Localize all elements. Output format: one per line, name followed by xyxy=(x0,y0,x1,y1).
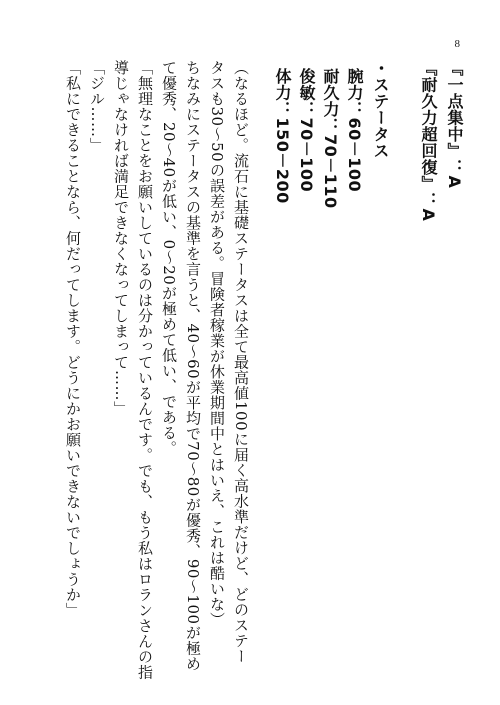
skill-line: 『耐久力超回復』：A xyxy=(419,60,438,222)
skill-line: 『一点集中』：A xyxy=(445,60,464,189)
body-line: 「ジル……」 xyxy=(88,60,106,153)
body-line: （なるほど。流石に基礎ステータスは全て最高値100に届く高水準だけど、どのステー xyxy=(232,60,250,664)
status-line: 腕力：60－100 xyxy=(345,68,364,193)
status-line: 体力：150－200 xyxy=(273,68,292,204)
status-line: 耐久力：70－110 xyxy=(321,68,340,209)
body-line: 導じゃなければ満足できなくなってしまって……」 xyxy=(112,60,130,417)
page-number: 8 xyxy=(454,38,460,50)
body-line: タスも30～50の誤差がある。冒険者稼業が休業期間中とはいえ、これは酷いな） xyxy=(208,60,226,628)
body-line: ちなみにステータスの基準を言うと、40～60が平均で70～80が優秀、90～100が極め xyxy=(184,60,202,672)
status-line: 俊敏：70－100 xyxy=(297,68,316,193)
body-line: 「無理なことをお願いしているのは分かっているんです。でも、もう私はロランさんの指 xyxy=(136,60,154,680)
body-line: て優秀、20～40が低い、0～20が極めて低い、である。 xyxy=(160,60,178,456)
body-line: 「私にできることなら、何だってします。どうにかお願いできないでしょうか」 xyxy=(64,60,82,618)
status-heading: ・ステータス xyxy=(371,60,390,159)
